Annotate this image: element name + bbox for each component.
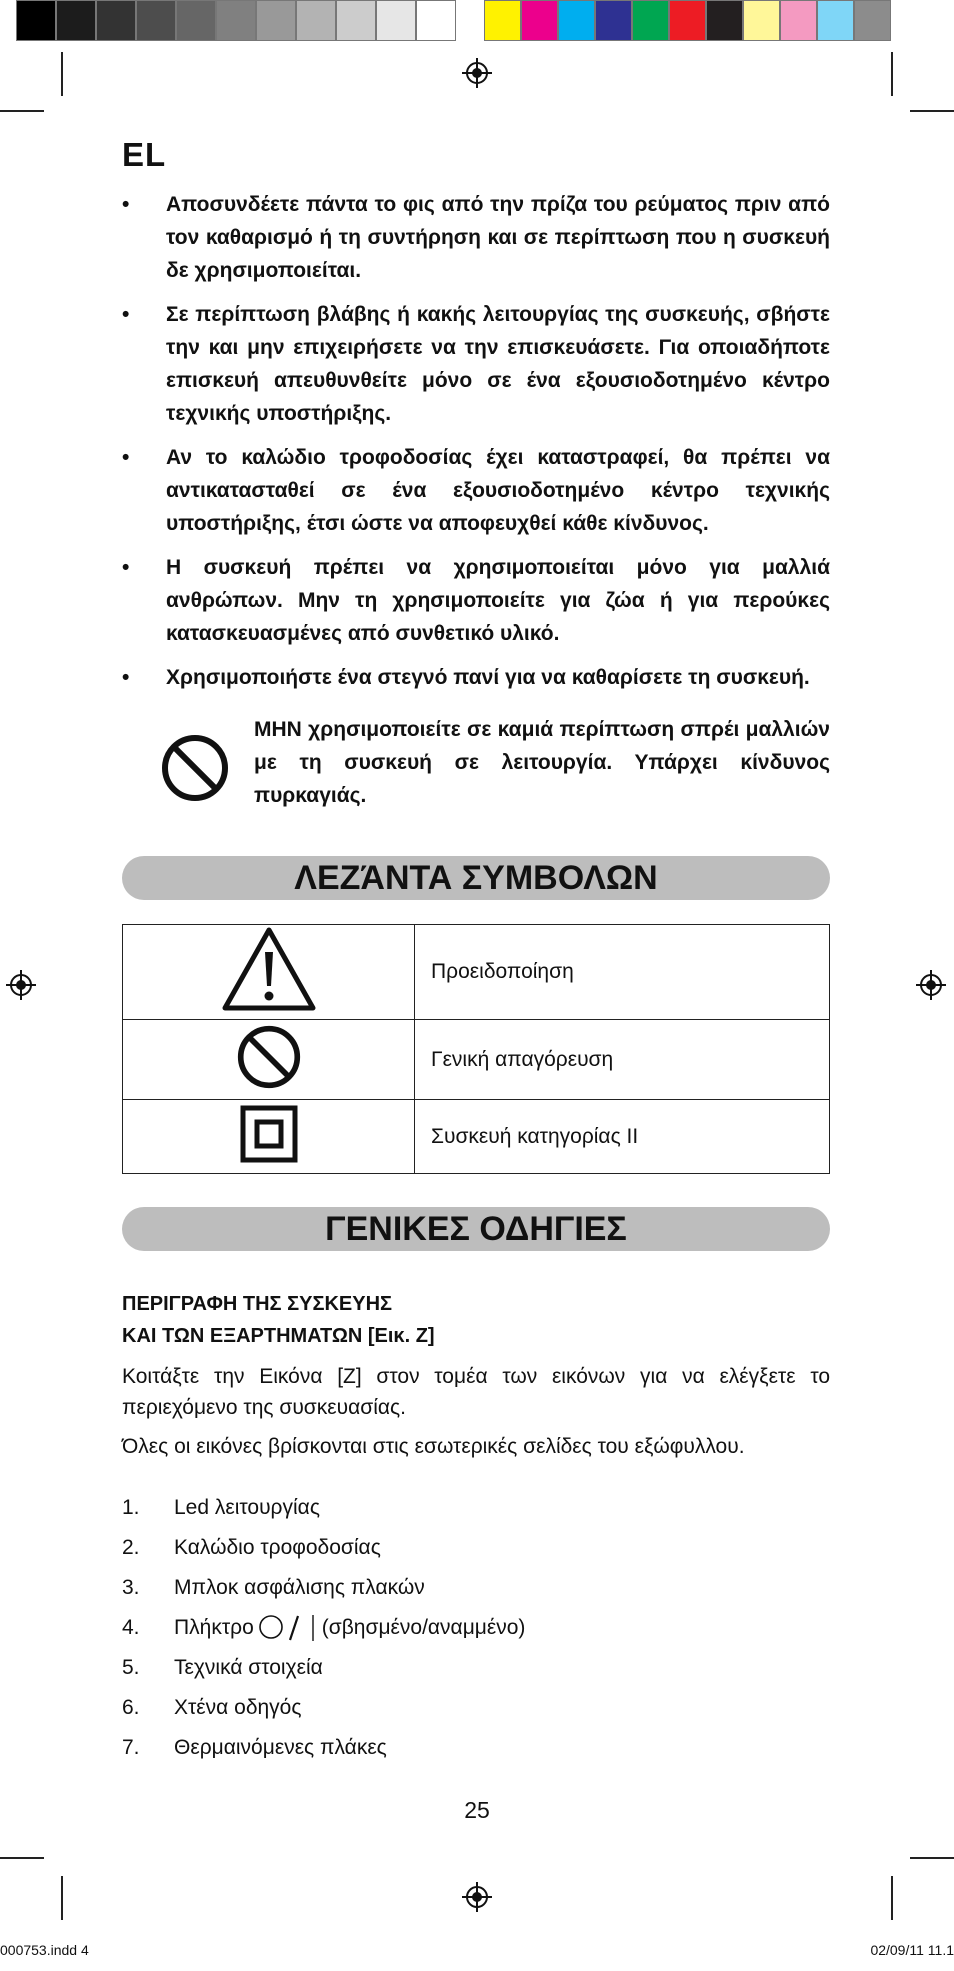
item-number: 2. [122, 1536, 140, 1559]
item-number: 3. [122, 1576, 140, 1599]
list-item [122, 1728, 830, 1768]
crop-mark [910, 110, 954, 112]
color-swatch [96, 0, 136, 41]
color-swatch [484, 0, 521, 41]
color-swatch [256, 0, 296, 41]
item-number: 5. [122, 1656, 140, 1679]
subheading-line-2: ΚΑΙ ΤΩΝ ΕΞΑΡΤΗΜΑΤΩΝ [Εικ. Ζ] [122, 1325, 435, 1347]
color-swatch [16, 0, 56, 41]
instructions-heading: ΓΕΝΙΚΕΣ ΟΔΗΓΙΕΣ [122, 1207, 830, 1251]
symbols-table [122, 924, 830, 1174]
item-number: 7. [122, 1736, 140, 1759]
list-item [122, 1568, 830, 1608]
item-label: Τεχνικά στοιχεία [174, 1656, 323, 1679]
process-color-bar [484, 0, 891, 43]
symbol-cell [123, 925, 415, 1020]
crop-mark [61, 52, 63, 96]
color-swatch [817, 0, 854, 41]
registration-mark-icon [916, 970, 946, 1000]
symbols-heading: ΛΕΖΆΝΤΑ ΣΥΜΒΟΛΩΝ [122, 856, 830, 900]
warning-text: ΜΗΝ χρησιμοποιείτε σε καμιά περίπτωση σπρέι μαλλιών με τη συσκευή σε λειτουργία. Υπάρχει κίνδυνος πυρκαγιάς. [254, 718, 830, 807]
bullet-item: • Η συσκευή πρέπει να χρησιμοποιείται μόνο για μαλλιά ανθρώπων. Μην τη χρησιμοποιείτε για ζώα ή για περούκες κατασκευασμένες από συνθετικό υλικό. [122, 551, 830, 650]
color-swatch [416, 0, 456, 41]
item-label: Μπλοκ ασφάλισης πλακών [174, 1576, 425, 1599]
bullet-item: • Χρησιμοποιήστε ένα στεγνό πανί για να καθαρίσετε τη συσκευή. [122, 661, 830, 694]
symbol-label: Συσκευή κατηγορίας II [415, 1100, 830, 1174]
table-row [123, 1100, 830, 1174]
color-swatch [669, 0, 706, 41]
registration-mark-icon [462, 1882, 492, 1912]
table-row [123, 1020, 830, 1100]
symbol-cell [123, 1100, 415, 1174]
item-number: 6. [122, 1696, 140, 1719]
list-item [122, 1648, 830, 1688]
language-code: EL [122, 136, 167, 173]
color-swatch [216, 0, 256, 41]
symbol-label: Προειδοποίηση [415, 925, 830, 1020]
color-swatch [136, 0, 176, 41]
color-swatch [376, 0, 416, 41]
paragraph: Όλες οι εικόνες βρίσκονται στις εσωτερικές σελίδες του εξώφυλλου. [122, 1435, 745, 1458]
color-swatch [521, 0, 558, 41]
color-swatch [56, 0, 96, 41]
footer-file-name: 000753.indd 4 [0, 1942, 89, 1958]
list-item [122, 1688, 830, 1728]
bullet-item: • Σε περίπτωση βλάβης ή κακής λειτουργίας της συσκευής, σβήστε την και μην επιχειρήσετε να την επισκευάσετε. Για οποιαδήποτε επισκευή απευθυνθείτε μόνο σε ένα εξουσιοδοτημένο κέντρο τεχνικής υποστήριξης. [122, 298, 830, 430]
color-swatch [176, 0, 216, 41]
prohibition-icon [236, 1024, 302, 1090]
subheading-line-1: ΠΕΡΙΓΡΑΦΗ ΤΗΣ ΣΥΣΚΕΥΗΣ [122, 1293, 393, 1315]
table-row [123, 925, 830, 1020]
color-swatch [706, 0, 743, 41]
symbol-cell [123, 1020, 415, 1100]
item-label: Πλήκτρο [174, 1616, 254, 1639]
crop-mark [910, 1857, 954, 1859]
bullet-item: • Αν το καλώδιο τροφοδοσίας έχει καταστραφεί, θα πρέπει να αντικατασταθεί σε ένα εξουσιοδοτημένο κέντρο τεχνικής υποστήριξης, έτσι ώστε να αποφευχθεί κάθε κίνδυνος. [122, 441, 830, 540]
crop-mark [891, 1876, 893, 1920]
list-item [122, 1488, 830, 1528]
color-swatch [632, 0, 669, 41]
class-ii-icon [240, 1105, 298, 1163]
item-number: 1. [122, 1496, 140, 1519]
color-swatch [296, 0, 336, 41]
page-number: 25 [464, 1797, 490, 1823]
safety-bullet-list [122, 188, 830, 705]
grayscale-color-bar [16, 0, 456, 43]
color-swatch [854, 0, 891, 41]
item-label: Led λειτουργίας [174, 1496, 320, 1519]
item-label: Καλώδιο τροφοδοσίας [174, 1536, 381, 1559]
prohibition-icon [160, 733, 230, 803]
parts-list [122, 1488, 830, 1768]
symbol-label: Γενική απαγόρευση [415, 1020, 830, 1100]
list-item [122, 1608, 830, 1648]
crop-mark [0, 110, 44, 112]
warning-triangle-icon [221, 926, 317, 1012]
bullet-item: • Αποσυνδέετε πάντα το φις από την πρίζα του ρεύματος πριν από τον καθαρισμό ή τη συντήρηση και σε περίπτωση που η συσκευή δε χρησιμοποιείται. [122, 188, 830, 287]
crop-mark [891, 52, 893, 96]
paragraph: Κοιτάξτε την Εικόνα [Z] στον τομέα των εικόνων για να ελέγξετε το περιεχόμενο της συσκευασίας. [122, 1365, 830, 1419]
power-off-on-icon [258, 1613, 320, 1643]
registration-mark-icon [462, 58, 492, 88]
color-swatch [558, 0, 595, 41]
color-swatch [743, 0, 780, 41]
item-suffix: (σβησμένο/αναμμένο) [321, 1616, 526, 1639]
item-label: Θερμαινόμενες πλάκες [174, 1736, 387, 1759]
footer-timestamp: 02/09/11 11.1 [870, 1942, 954, 1958]
color-swatch [595, 0, 632, 41]
registration-mark-icon [6, 970, 36, 1000]
list-item [122, 1528, 830, 1568]
crop-mark [61, 1876, 63, 1920]
item-label: Χτένα οδηγός [174, 1696, 302, 1719]
item-number: 4. [122, 1616, 140, 1639]
color-swatch [336, 0, 376, 41]
color-swatch [780, 0, 817, 41]
crop-mark [0, 1857, 44, 1859]
